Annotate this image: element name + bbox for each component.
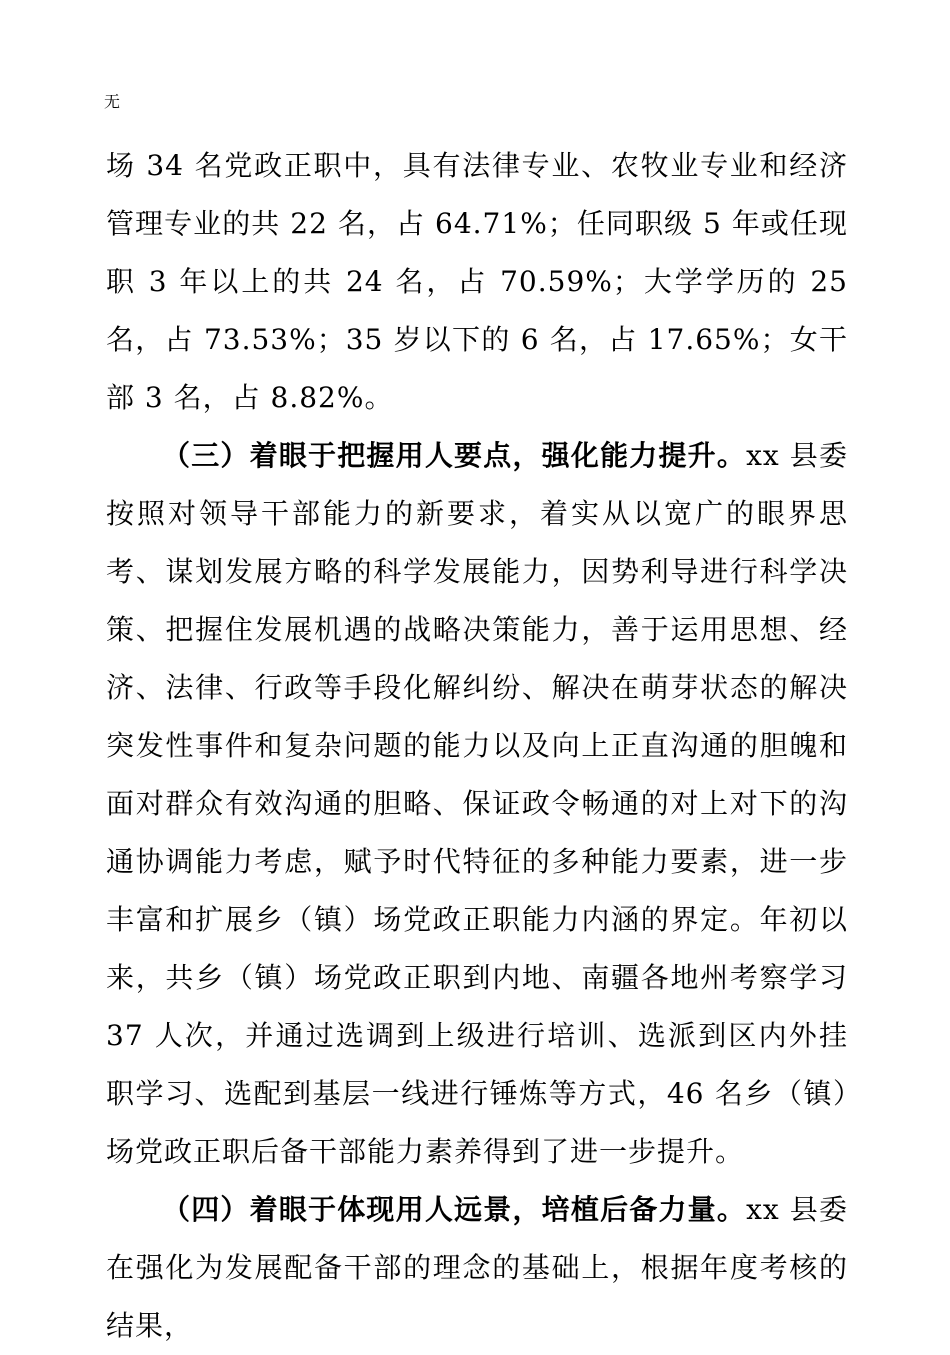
paragraph-text: xx 县委按照对领导干部能力的新要求，着实从以宽广的眼界思考、谋划发展方略的科学发展能力，因势利导进行科学决策、把握住发展机遇的战略决策能力，善于运用思想、经济、法律、行政等手段化解纠纷、解决在萌芽状态的解决突发性事件和复杂问题的能力以及向上正直沟通的胆魄和面对群众有效沟通的胆略、保证政令畅通的对上对下的沟通协调能力考虑，赋予时代特征的多种能力要素，进一步丰富和扩展乡（镇）场党政正职能力内涵的界定。年初以来，共乡（镇）场党政正职到内地、南疆各地州考察学习 37 人次，并通过选调到上级进行培训、选派到区内外挂职学习、选配到基层一线进行锤炼等方式，46 名乡（镇）场党政正职后备干部能力素养得到了进一步提升。 xyxy=(106,439,848,1168)
section-heading: （三）着眼于把握用人要点，强化能力提升。 xyxy=(162,439,747,472)
paragraph-text: 场 34 名党政正职中，具有法律专业、农牧业专业和经济管理专业的共 22 名，占 64.71%；任同职级 5 年或任现职 3 年以上的共 24 名，占 70.59%；大学学历的 25 名，占 73.53%；35 岁以下的 6 名，占 17.65%；女干部 3 名，占 8.82%。 xyxy=(106,149,848,414)
paragraph-text: xx 县委在强化为发展配备干部的理念的基础上，根据年度考核的结果， xyxy=(106,1193,848,1342)
paragraph-section-4 xyxy=(106,1181,848,1355)
paragraph-continuation xyxy=(106,137,848,427)
paragraph-section-3 xyxy=(106,427,848,1181)
body-text xyxy=(106,137,848,1355)
section-heading: （四）着眼于体现用人远景，培植后备力量。 xyxy=(162,1193,747,1226)
page-header-mark: 无 xyxy=(104,92,121,111)
